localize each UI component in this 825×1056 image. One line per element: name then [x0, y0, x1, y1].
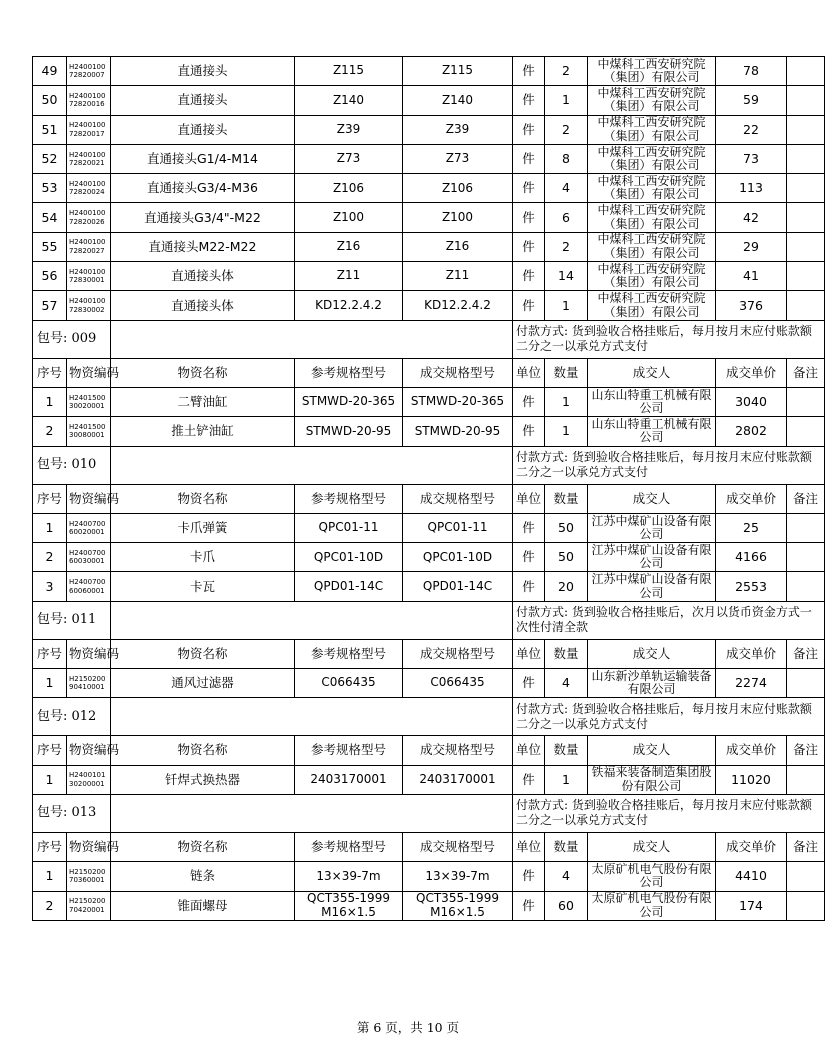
cell-supplier: 中煤科工西安研究院（集团）有限公司: [588, 174, 716, 203]
header-deal-spec: 成交规格型号: [403, 358, 513, 387]
cell-qty: 1: [545, 387, 588, 416]
cell-ref-spec: Z73: [295, 144, 403, 173]
cell-remark: [787, 572, 825, 601]
cell-qty: 60: [545, 891, 588, 920]
cell-qty: 2: [545, 232, 588, 261]
header-seq: 序号: [33, 358, 67, 387]
header-row: [33, 639, 825, 668]
cell-name: 直通接头体: [111, 291, 295, 320]
header-remark: 备注: [787, 639, 825, 668]
cell-deal-spec: QPC01-11: [403, 513, 513, 542]
header-unit: 单位: [513, 358, 545, 387]
cell-ref-spec: Z100: [295, 203, 403, 232]
cell-seq: 54: [33, 203, 67, 232]
cell-code: H2400100 72820027: [67, 232, 111, 261]
cell-remark: [787, 417, 825, 446]
cell-code: H2401500 30080001: [67, 417, 111, 446]
cell-supplier: 中煤科工西安研究院（集团）有限公司: [588, 115, 716, 144]
header-row: [33, 832, 825, 861]
cell-supplier: 太原矿机电气股份有限公司: [588, 862, 716, 891]
cell-remark: [787, 203, 825, 232]
header-qty: 数量: [545, 484, 588, 513]
header-price: 成交单价: [716, 736, 787, 765]
cell-seq: 56: [33, 262, 67, 291]
package-row: [33, 601, 825, 639]
cell-price: 376: [716, 291, 787, 320]
table-row: [33, 203, 825, 232]
cell-unit: 件: [513, 203, 545, 232]
cell-price: 174: [716, 891, 787, 920]
cell-qty: 8: [545, 144, 588, 173]
table-row: [33, 513, 825, 542]
cell-unit: 件: [513, 144, 545, 173]
header-name: 物资名称: [111, 484, 295, 513]
cell-qty: 1: [545, 765, 588, 794]
cell-deal-spec: Z73: [403, 144, 513, 173]
cell-price: 59: [716, 86, 787, 115]
cell-remark: [787, 543, 825, 572]
cell-unit: 件: [513, 669, 545, 698]
cell-unit: 件: [513, 862, 545, 891]
cell-supplier: 中煤科工西安研究院（集团）有限公司: [588, 86, 716, 115]
table-row: [33, 262, 825, 291]
cell-deal-spec: Z39: [403, 115, 513, 144]
cell-supplier: 中煤科工西安研究院（集团）有限公司: [588, 262, 716, 291]
cell-supplier: 江苏中煤矿山设备有限公司: [588, 543, 716, 572]
cell-remark: [787, 262, 825, 291]
cell-price: 113: [716, 174, 787, 203]
cell-supplier: 中煤科工西安研究院（集团）有限公司: [588, 203, 716, 232]
table-row: [33, 86, 825, 115]
cell-price: 2553: [716, 572, 787, 601]
cell-ref-spec: QPC01-10D: [295, 543, 403, 572]
header-remark: 备注: [787, 736, 825, 765]
cell-deal-spec: C066435: [403, 669, 513, 698]
cell-remark: [787, 174, 825, 203]
header-price: 成交单价: [716, 484, 787, 513]
header-remark: 备注: [787, 484, 825, 513]
package-row: [33, 320, 825, 358]
cell-qty: 50: [545, 543, 588, 572]
header-code: 物资编码: [67, 484, 111, 513]
header-deal-spec: 成交规格型号: [403, 832, 513, 861]
header-code: 物资编码: [67, 358, 111, 387]
table-row: [33, 57, 825, 86]
cell-name: 卡瓦: [111, 572, 295, 601]
cell-supplier: 太原矿机电气股份有限公司: [588, 891, 716, 920]
table-row: [33, 862, 825, 891]
header-qty: 数量: [545, 832, 588, 861]
cell-price: 4166: [716, 543, 787, 572]
table-row: [33, 291, 825, 320]
header-supplier: 成交人: [588, 484, 716, 513]
table-row: [33, 765, 825, 794]
cell-unit: 件: [513, 262, 545, 291]
package-row: [33, 794, 825, 832]
cell-remark: [787, 86, 825, 115]
cell-qty: 20: [545, 572, 588, 601]
cell-ref-spec: Z106: [295, 174, 403, 203]
header-ref-spec: 参考规格型号: [295, 832, 403, 861]
cell-qty: 4: [545, 862, 588, 891]
cell-name: 通风过滤器: [111, 669, 295, 698]
package-blank: [111, 601, 513, 639]
header-supplier: 成交人: [588, 639, 716, 668]
package-row: [33, 698, 825, 736]
cell-name: 二臂油缸: [111, 387, 295, 416]
cell-seq: 53: [33, 174, 67, 203]
cell-code: H2400100 72830002: [67, 291, 111, 320]
header-remark: 备注: [787, 358, 825, 387]
cell-ref-spec: Z39: [295, 115, 403, 144]
cell-seq: 51: [33, 115, 67, 144]
cell-seq: 55: [33, 232, 67, 261]
header-ref-spec: 参考规格型号: [295, 484, 403, 513]
cell-seq: 2: [33, 891, 67, 920]
cell-seq: 2: [33, 417, 67, 446]
package-label: 包号: 013: [33, 794, 111, 832]
header-row: [33, 358, 825, 387]
header-price: 成交单价: [716, 639, 787, 668]
cell-unit: 件: [513, 891, 545, 920]
cell-price: 11020: [716, 765, 787, 794]
cell-name: 直通接头: [111, 86, 295, 115]
cell-price: 2802: [716, 417, 787, 446]
header-qty: 数量: [545, 736, 588, 765]
package-blank: [111, 320, 513, 358]
cell-seq: 1: [33, 765, 67, 794]
header-supplier: 成交人: [588, 358, 716, 387]
cell-remark: [787, 669, 825, 698]
package-label: 包号: 010: [33, 446, 111, 484]
table-row: [33, 543, 825, 572]
page-footer: 第 6 页，共 10 页: [356, 1020, 460, 1035]
cell-ref-spec: Z11: [295, 262, 403, 291]
cell-deal-spec: KD12.2.4.2: [403, 291, 513, 320]
cell-supplier: 山东山特重工机械有限公司: [588, 417, 716, 446]
header-ref-spec: 参考规格型号: [295, 639, 403, 668]
cell-deal-spec: Z16: [403, 232, 513, 261]
cell-ref-spec: STMWD-20-365: [295, 387, 403, 416]
table-row: [33, 572, 825, 601]
cell-code: H2400100 72820026: [67, 203, 111, 232]
cell-price: 78: [716, 57, 787, 86]
cell-qty: 1: [545, 86, 588, 115]
cell-price: 25: [716, 513, 787, 542]
cell-code: H2400101 30200001: [67, 765, 111, 794]
cell-deal-spec: QCT355-1999 M16×1.5: [403, 891, 513, 920]
cell-ref-spec: 2403170001: [295, 765, 403, 794]
header-price: 成交单价: [716, 832, 787, 861]
cell-ref-spec: STMWD-20-95: [295, 417, 403, 446]
payment-terms: 付款方式: 货到验收合格挂账后，每月按月末应付账款额二分之一以承兑方式支付: [513, 794, 825, 832]
cell-ref-spec: QCT355-1999 M16×1.5: [295, 891, 403, 920]
cell-deal-spec: 2403170001: [403, 765, 513, 794]
cell-name: 卡爪: [111, 543, 295, 572]
header-remark: 备注: [787, 832, 825, 861]
cell-qty: 50: [545, 513, 588, 542]
cell-seq: 52: [33, 144, 67, 173]
header-seq: 序号: [33, 639, 67, 668]
cell-qty: 2: [545, 57, 588, 86]
package-label: 包号: 011: [33, 601, 111, 639]
cell-qty: 1: [545, 417, 588, 446]
cell-unit: 件: [513, 387, 545, 416]
cell-supplier: 铁福来装备制造集团股份有限公司: [588, 765, 716, 794]
cell-code: H2400100 72820007: [67, 57, 111, 86]
cell-ref-spec: Z140: [295, 86, 403, 115]
cell-code: H2400100 72820024: [67, 174, 111, 203]
header-deal-spec: 成交规格型号: [403, 484, 513, 513]
header-name: 物资名称: [111, 832, 295, 861]
header-unit: 单位: [513, 484, 545, 513]
header-row: [33, 484, 825, 513]
cell-code: H2400100 72820017: [67, 115, 111, 144]
cell-seq: 2: [33, 543, 67, 572]
cell-name: 直通接头: [111, 115, 295, 144]
header-seq: 序号: [33, 736, 67, 765]
header-unit: 单位: [513, 832, 545, 861]
cell-supplier: 江苏中煤矿山设备有限公司: [588, 572, 716, 601]
cell-code: H2150200 70360001: [67, 862, 111, 891]
cell-unit: 件: [513, 291, 545, 320]
cell-name: 钎焊式换热器: [111, 765, 295, 794]
table-row: [33, 144, 825, 173]
cell-remark: [787, 57, 825, 86]
cell-name: 链条: [111, 862, 295, 891]
cell-price: 41: [716, 262, 787, 291]
cell-price: 3040: [716, 387, 787, 416]
header-deal-spec: 成交规格型号: [403, 639, 513, 668]
header-ref-spec: 参考规格型号: [295, 358, 403, 387]
header-unit: 单位: [513, 639, 545, 668]
package-row: [33, 446, 825, 484]
cell-name: 直通接头G3/4"-M22: [111, 203, 295, 232]
cell-name: 直通接头: [111, 57, 295, 86]
cell-remark: [787, 291, 825, 320]
cell-price: 22: [716, 115, 787, 144]
cell-code: H2400700 60060001: [67, 572, 111, 601]
cell-unit: 件: [513, 86, 545, 115]
header-unit: 单位: [513, 736, 545, 765]
table-row: [33, 417, 825, 446]
cell-name: 推土铲油缸: [111, 417, 295, 446]
cell-code: H2150200 70420001: [67, 891, 111, 920]
cell-supplier: 中煤科工西安研究院（集团）有限公司: [588, 57, 716, 86]
header-name: 物资名称: [111, 736, 295, 765]
cell-remark: [787, 232, 825, 261]
cell-code: H2401500 30020001: [67, 387, 111, 416]
cell-qty: 6: [545, 203, 588, 232]
cell-ref-spec: Z115: [295, 57, 403, 86]
cell-price: 4410: [716, 862, 787, 891]
cell-unit: 件: [513, 174, 545, 203]
package-label: 包号: 012: [33, 698, 111, 736]
cell-unit: 件: [513, 232, 545, 261]
header-code: 物资编码: [67, 832, 111, 861]
cell-deal-spec: Z140: [403, 86, 513, 115]
cell-deal-spec: Z11: [403, 262, 513, 291]
cell-unit: 件: [513, 513, 545, 542]
cell-qty: 4: [545, 669, 588, 698]
cell-supplier: 中煤科工西安研究院（集团）有限公司: [588, 291, 716, 320]
header-price: 成交单价: [716, 358, 787, 387]
table-row: [33, 891, 825, 920]
cell-qty: 2: [545, 115, 588, 144]
cell-code: H2400100 72820016: [67, 86, 111, 115]
cell-qty: 1: [545, 291, 588, 320]
table-row: [33, 387, 825, 416]
cell-remark: [787, 891, 825, 920]
cell-remark: [787, 513, 825, 542]
cell-seq: 1: [33, 669, 67, 698]
cell-remark: [787, 862, 825, 891]
table-body: [33, 57, 825, 921]
cell-code: H2400700 60020001: [67, 513, 111, 542]
package-blank: [111, 446, 513, 484]
header-name: 物资名称: [111, 639, 295, 668]
cell-name: 直通接头G3/4-M36: [111, 174, 295, 203]
procurement-table: [32, 56, 825, 921]
cell-code: H2400100 72830001: [67, 262, 111, 291]
cell-ref-spec: 13×39-7m: [295, 862, 403, 891]
cell-qty: 14: [545, 262, 588, 291]
package-blank: [111, 794, 513, 832]
cell-supplier: 江苏中煤矿山设备有限公司: [588, 513, 716, 542]
cell-seq: 3: [33, 572, 67, 601]
payment-terms: 付款方式: 货到验收合格挂账后，每月按月末应付账款额二分之一以承兑方式支付: [513, 446, 825, 484]
cell-deal-spec: QPD01-14C: [403, 572, 513, 601]
cell-name: 直通接头M22-M22: [111, 232, 295, 261]
cell-supplier: 中煤科工西安研究院（集团）有限公司: [588, 232, 716, 261]
cell-price: 73: [716, 144, 787, 173]
cell-deal-spec: STMWD-20-365: [403, 387, 513, 416]
package-blank: [111, 698, 513, 736]
cell-ref-spec: C066435: [295, 669, 403, 698]
cell-deal-spec: 13×39-7m: [403, 862, 513, 891]
package-label: 包号: 009: [33, 320, 111, 358]
cell-name: 卡爪弹簧: [111, 513, 295, 542]
payment-terms: 付款方式: 货到验收合格挂账后，次月以货币资金方式一次性付清全款: [513, 601, 825, 639]
cell-seq: 50: [33, 86, 67, 115]
cell-name: 直通接头体: [111, 262, 295, 291]
header-seq: 序号: [33, 484, 67, 513]
cell-supplier: 山东山特重工机械有限公司: [588, 387, 716, 416]
cell-remark: [787, 115, 825, 144]
header-qty: 数量: [545, 639, 588, 668]
cell-unit: 件: [513, 572, 545, 601]
cell-supplier: 山东新沙单轨运输装备有限公司: [588, 669, 716, 698]
cell-price: 29: [716, 232, 787, 261]
cell-seq: 1: [33, 513, 67, 542]
cell-ref-spec: QPD01-14C: [295, 572, 403, 601]
cell-unit: 件: [513, 543, 545, 572]
cell-deal-spec: Z115: [403, 57, 513, 86]
header-code: 物资编码: [67, 639, 111, 668]
table-row: [33, 174, 825, 203]
cell-seq: 49: [33, 57, 67, 86]
cell-seq: 1: [33, 387, 67, 416]
cell-remark: [787, 765, 825, 794]
cell-seq: 1: [33, 862, 67, 891]
table-row: [33, 232, 825, 261]
header-supplier: 成交人: [588, 832, 716, 861]
cell-price: 2274: [716, 669, 787, 698]
cell-ref-spec: Z16: [295, 232, 403, 261]
header-name: 物资名称: [111, 358, 295, 387]
cell-seq: 57: [33, 291, 67, 320]
cell-ref-spec: QPC01-11: [295, 513, 403, 542]
table-row: [33, 115, 825, 144]
table-row: [33, 669, 825, 698]
cell-code: H2400700 60030001: [67, 543, 111, 572]
cell-code: H2400100 72820021: [67, 144, 111, 173]
header-seq: 序号: [33, 832, 67, 861]
cell-deal-spec: Z106: [403, 174, 513, 203]
cell-unit: 件: [513, 765, 545, 794]
header-deal-spec: 成交规格型号: [403, 736, 513, 765]
header-qty: 数量: [545, 358, 588, 387]
cell-price: 42: [716, 203, 787, 232]
cell-remark: [787, 144, 825, 173]
payment-terms: 付款方式: 货到验收合格挂账后，每月按月末应付账款额二分之一以承兑方式支付: [513, 698, 825, 736]
cell-ref-spec: KD12.2.4.2: [295, 291, 403, 320]
cell-unit: 件: [513, 57, 545, 86]
cell-supplier: 中煤科工西安研究院（集团）有限公司: [588, 144, 716, 173]
cell-name: 直通接头G1/4-M14: [111, 144, 295, 173]
header-row: [33, 736, 825, 765]
cell-deal-spec: QPC01-10D: [403, 543, 513, 572]
header-ref-spec: 参考规格型号: [295, 736, 403, 765]
cell-unit: 件: [513, 417, 545, 446]
cell-remark: [787, 387, 825, 416]
cell-code: H2150200 90410001: [67, 669, 111, 698]
header-code: 物资编码: [67, 736, 111, 765]
cell-unit: 件: [513, 115, 545, 144]
cell-deal-spec: Z100: [403, 203, 513, 232]
header-supplier: 成交人: [588, 736, 716, 765]
payment-terms: 付款方式: 货到验收合格挂账后，每月按月末应付账款额二分之一以承兑方式支付: [513, 320, 825, 358]
cell-deal-spec: STMWD-20-95: [403, 417, 513, 446]
cell-name: 锥面螺母: [111, 891, 295, 920]
cell-qty: 4: [545, 174, 588, 203]
